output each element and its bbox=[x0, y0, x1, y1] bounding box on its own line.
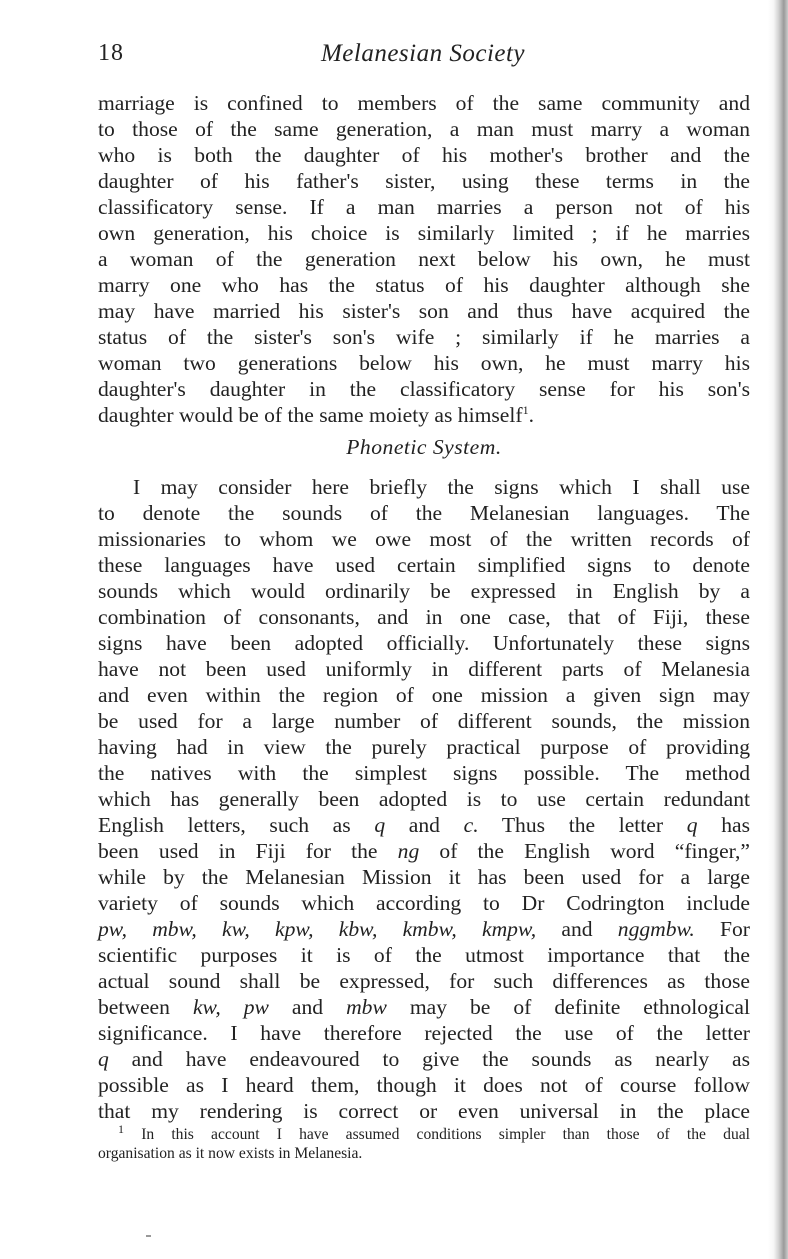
body-line: having had in view the purely practical purpose of providing bbox=[98, 735, 750, 759]
body-line: who is both the daughter of his mother's brother and the bbox=[98, 143, 750, 167]
body-line: status of the sister's son's wife ; similarly if he marries a bbox=[98, 325, 750, 349]
text-run: and bbox=[561, 917, 593, 941]
text-run: and have endeavoured to give the sounds as nearly as bbox=[131, 1047, 750, 1071]
body-line: I may consider here briefly the signs which I shall use bbox=[133, 475, 750, 499]
body-line: combination of consonants, and in one case, that of Fiji, these bbox=[98, 605, 750, 629]
italic-letter: q bbox=[98, 1047, 109, 1071]
footnote-line: organisation as it now exists in Melanesia. bbox=[98, 1145, 363, 1162]
body-line-final: daughter would be of the same moiety as himself$^1$. bbox=[98, 402, 534, 427]
footnote-line bbox=[118, 1121, 750, 1144]
body-line: which has generally been adopted is to use certain redundant bbox=[98, 787, 750, 811]
sound-sign: kmpw, bbox=[481, 917, 537, 941]
body-line: the natives with the simplest signs possible. The method bbox=[98, 761, 750, 785]
sound-sign: mbw bbox=[346, 995, 387, 1019]
body-line bbox=[98, 1046, 750, 1072]
body-line: classificatory sense. If a man marries a person not of his bbox=[98, 195, 750, 219]
body-line: marriage is confined to members of the same community and bbox=[98, 91, 750, 115]
body-line: that my rendering is correct or even universal in the place bbox=[98, 1099, 750, 1123]
text-run: and bbox=[408, 813, 440, 837]
body-line: missionaries to whom we owe most of the written records of bbox=[98, 527, 750, 551]
page-number: 18 bbox=[98, 40, 124, 66]
text-run: of the English word “finger,” bbox=[439, 839, 750, 863]
text-run: may be of definite ethnological bbox=[409, 995, 750, 1019]
text-run: between bbox=[98, 995, 170, 1019]
body-line: have not been used uniformly in different parts of Melanesia bbox=[98, 657, 750, 681]
text-run: For bbox=[719, 917, 750, 941]
text-run: has bbox=[721, 813, 750, 837]
sound-sign: kbw, bbox=[338, 917, 378, 941]
footnote-reference: 1 bbox=[522, 402, 529, 417]
sound-sign: mbw, bbox=[152, 917, 197, 941]
footnote-marker: 1 bbox=[118, 1121, 124, 1136]
body-line bbox=[98, 994, 750, 1020]
body-line: daughter's daughter in the classificatory sense for his son's bbox=[98, 377, 750, 401]
sound-sign: kw, bbox=[222, 917, 250, 941]
body-line: woman two generations below his own, he must marry his bbox=[98, 351, 750, 375]
footnote-text: In this account I have assumed conditions simpler than those of the dual bbox=[141, 1126, 750, 1143]
body-line: while by the Melanesian Mission it has been used for a large bbox=[98, 865, 750, 889]
body-line: actual sound shall be expressed, for such differences as those bbox=[98, 969, 750, 993]
body-line bbox=[98, 916, 750, 942]
sound-sign: kmbw, bbox=[402, 917, 457, 941]
body-line: own generation, his choice is similarly limited ; if he marries bbox=[98, 221, 750, 245]
sound-sign: pw, bbox=[98, 917, 127, 941]
page-edge bbox=[774, 0, 788, 1259]
sound-sign: kw, bbox=[192, 995, 221, 1019]
body-line-text: daughter would be of the same moiety as himself bbox=[98, 403, 523, 427]
sound-sign: nggmbw. bbox=[617, 917, 695, 941]
text-run: Thus the letter bbox=[501, 813, 664, 837]
text-run: English letters, such as bbox=[98, 813, 351, 837]
body-line: daughter of his father's sister, using these terms in the bbox=[98, 169, 750, 193]
page-header bbox=[98, 40, 748, 76]
page-mark bbox=[146, 1235, 151, 1237]
body-line: marry one who has the status of his daughter although she bbox=[98, 273, 750, 297]
section-heading: Phonetic System. bbox=[346, 435, 502, 459]
body-line bbox=[98, 812, 750, 838]
italic-letters: ng bbox=[397, 839, 420, 863]
italic-letter: q bbox=[374, 813, 386, 837]
body-line bbox=[98, 838, 750, 864]
body-line: these languages have used certain simplified signs to denote bbox=[98, 553, 750, 577]
sound-sign: pw bbox=[243, 995, 269, 1019]
italic-letter: c. bbox=[463, 813, 479, 837]
body-line: to denote the sounds of the Melanesian languages. The bbox=[98, 501, 750, 525]
body-line: signs have been adopted officially. Unfortunately these signs bbox=[98, 631, 750, 655]
italic-letter: q bbox=[686, 813, 698, 837]
body-line: variety of sounds which according to Dr Codrington include bbox=[98, 891, 750, 915]
body-line: sounds which would ordinarily be expressed in English by a bbox=[98, 579, 750, 603]
body-line: scientific purposes it is of the utmost importance that the bbox=[98, 943, 750, 967]
text-run: been used in Fiji for the bbox=[98, 839, 378, 863]
body-line: be used for a large number of different sounds, the mission bbox=[98, 709, 750, 733]
body-line: and even within the region of one mission a given sign may bbox=[98, 683, 750, 707]
body-line: significance. I have therefore rejected the use of the letter bbox=[98, 1021, 750, 1045]
body-line: a woman of the generation next below his own, he must bbox=[98, 247, 750, 271]
text-run: and bbox=[291, 995, 324, 1019]
sound-sign: kpw, bbox=[275, 917, 314, 941]
body-line: possible as I heard them, though it does not of course follow bbox=[98, 1073, 750, 1097]
running-title: Melanesian Society bbox=[320, 40, 526, 67]
body-line: may have married his sister's son and thus have acquired the bbox=[98, 299, 750, 323]
body-line: to those of the same generation, a man must marry a woman bbox=[98, 117, 750, 141]
